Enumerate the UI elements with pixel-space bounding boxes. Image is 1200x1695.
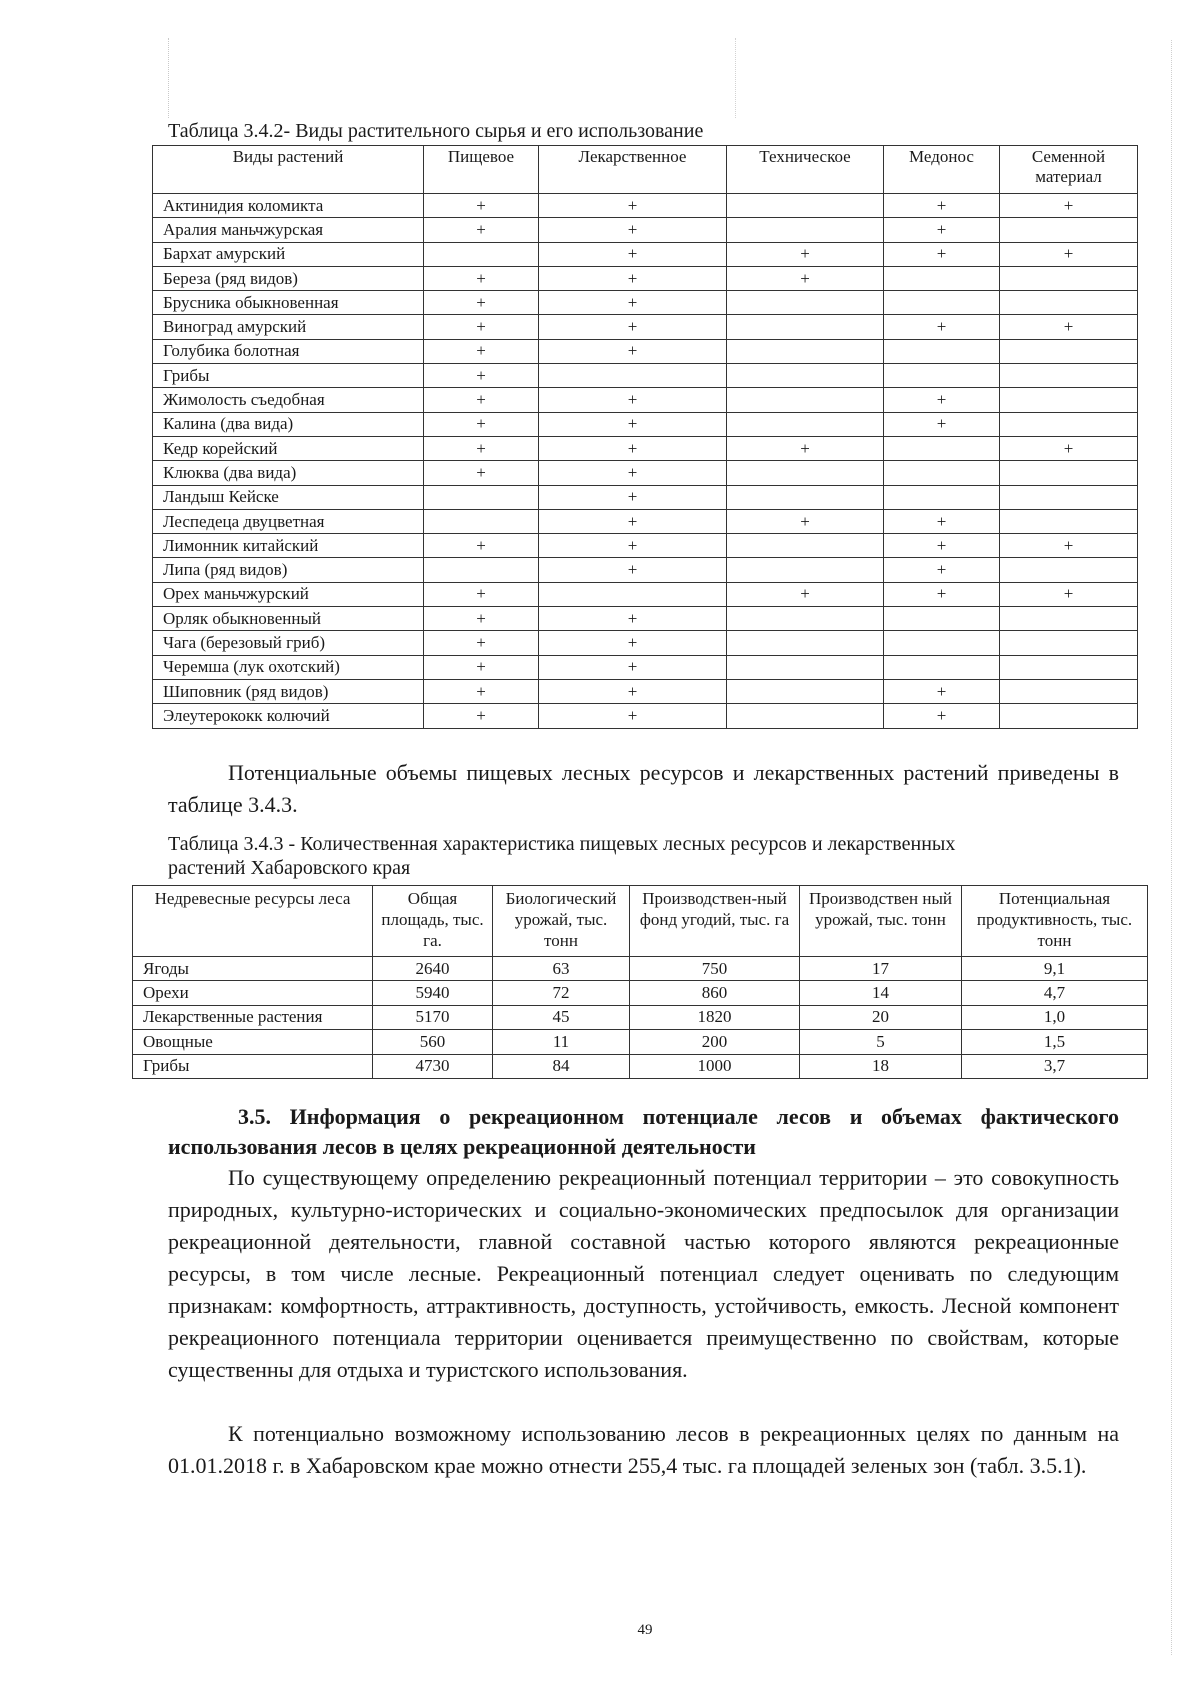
- table-row: [153, 412, 1138, 436]
- table-cell: +: [539, 218, 727, 242]
- table-cell: +: [424, 655, 539, 679]
- table-cell: +: [424, 315, 539, 339]
- table-cell: +: [539, 607, 727, 631]
- page-edge-line: [1171, 40, 1172, 1655]
- table-cell: +: [1000, 315, 1138, 339]
- row-label: Орляк обыкновенный: [153, 607, 424, 631]
- table-row: [153, 631, 1138, 655]
- header-cell: Производствен-ный фонд угодий, тыс. га: [630, 886, 800, 957]
- table-cell: 11: [493, 1030, 630, 1054]
- table-cell: 560: [373, 1030, 493, 1054]
- table-cell: [1000, 266, 1138, 290]
- table-cell: 860: [630, 981, 800, 1005]
- table2-caption-line: Таблица 3.4.3 - Количественная характеристика пищевых лесных ресурсов и лекарственных: [168, 833, 956, 855]
- table-row: [153, 339, 1138, 363]
- table-cell: +: [424, 582, 539, 606]
- table-cell: 1000: [630, 1054, 800, 1078]
- table2-caption-line: растений Хабаровского края: [168, 857, 411, 879]
- row-label: Жимолость съедобная: [153, 388, 424, 412]
- row-label: Аралия маньчжурская: [153, 218, 424, 242]
- table-cell: 200: [630, 1030, 800, 1054]
- table-row: [153, 218, 1138, 242]
- row-label: Черемша (лук охотский): [153, 655, 424, 679]
- table-row: [153, 364, 1138, 388]
- table-cell: +: [539, 655, 727, 679]
- table-cell: +: [424, 631, 539, 655]
- table-cell: +: [539, 266, 727, 290]
- row-label: Орех маньчжурский: [153, 582, 424, 606]
- table-cell: 1,5: [962, 1030, 1148, 1054]
- table-cell: [727, 485, 884, 509]
- table-cell: +: [727, 266, 884, 290]
- table-cell: [727, 412, 884, 436]
- row-label: Шиповник (ряд видов): [153, 679, 424, 703]
- table-cell: +: [424, 704, 539, 728]
- table-cell: +: [539, 194, 727, 218]
- table-cell: [539, 582, 727, 606]
- table-cell: 20: [800, 1005, 962, 1029]
- table-cell: +: [539, 242, 727, 266]
- row-label: Калина (два вида): [153, 412, 424, 436]
- table-cell: +: [884, 509, 1000, 533]
- table-row: [133, 981, 1148, 1005]
- table-row: [153, 558, 1138, 582]
- scan-margin-marks: [735, 38, 746, 118]
- table-row: [153, 194, 1138, 218]
- table-cell: [424, 242, 539, 266]
- table-cell: +: [884, 194, 1000, 218]
- table-cell: +: [424, 339, 539, 363]
- row-label: Овощные: [133, 1030, 373, 1054]
- row-label: Чага (березовый гриб): [153, 631, 424, 655]
- table-cell: [884, 485, 1000, 509]
- table-cell: 18: [800, 1054, 962, 1078]
- table-cell: [424, 558, 539, 582]
- row-label: Бархат амурский: [153, 242, 424, 266]
- table-cell: [424, 485, 539, 509]
- table-cell: 2640: [373, 957, 493, 981]
- row-label: Липа (ряд видов): [153, 558, 424, 582]
- table-cell: +: [884, 412, 1000, 436]
- table-header-row: [133, 886, 1148, 957]
- table-row: [133, 957, 1148, 981]
- table-cell: +: [539, 339, 727, 363]
- table-cell: [1000, 412, 1138, 436]
- table-cell: +: [884, 704, 1000, 728]
- table-cell: [727, 679, 884, 703]
- table-cell: +: [424, 436, 539, 460]
- table-cell: [1000, 461, 1138, 485]
- table-cell: +: [424, 364, 539, 388]
- table-body: [153, 194, 1138, 729]
- row-label: Ландыш Кейске: [153, 485, 424, 509]
- scan-margin-marks: [168, 38, 179, 118]
- table-cell: [727, 558, 884, 582]
- table-cell: +: [884, 534, 1000, 558]
- table-cell: [884, 461, 1000, 485]
- table-cell: [727, 339, 884, 363]
- table-cell: +: [727, 436, 884, 460]
- row-label: Лимонник китайский: [153, 534, 424, 558]
- table-cell: 4730: [373, 1054, 493, 1078]
- table-cell: +: [539, 291, 727, 315]
- table-cell: [1000, 607, 1138, 631]
- paragraph: К потенциально возможному использованию лесов в рекреационных целях по данным на 01.01.2018 г. в Хабаровском крае можно отнести 255,4 тыс. га площадей зеленых зон (табл. 3.5.1).: [168, 1421, 1119, 1478]
- table-row: [153, 704, 1138, 728]
- table-cell: [884, 631, 1000, 655]
- table-cell: 45: [493, 1005, 630, 1029]
- paragraph: По существующему определению рекреационный потенциал территории – это совокупность природных, культурно-исторических и социально-экономических предпосылок для организации рекреационной деятельности, главной составной частью которого являются рекреационные ресурсы, в том числе лесные. Рекреационный потенциал следует оценивать по следующим признакам: комфортность, аттрактивность, доступность, устойчивость, емкость. Лесной компонент рекреационного потенциала территории оценивается преимущественно по свойствам, которые существенны для отдыха и туристского использования.: [168, 1165, 1119, 1382]
- row-label: Виноград амурский: [153, 315, 424, 339]
- table-cell: +: [424, 266, 539, 290]
- table-cell: 5170: [373, 1005, 493, 1029]
- header-cell: Общая площадь, тыс. га.: [373, 886, 493, 957]
- header-cell: Биологический урожай, тыс. тонн: [493, 886, 630, 957]
- table-cell: 63: [493, 957, 630, 981]
- table-cell: +: [539, 631, 727, 655]
- header-cell: Производствен ный урожай, тыс. тонн: [800, 886, 962, 957]
- table-cell: [539, 364, 727, 388]
- table-cell: +: [424, 412, 539, 436]
- table-cell: +: [424, 194, 539, 218]
- table-cell: [1000, 485, 1138, 509]
- row-label: Кедр корейский: [153, 436, 424, 460]
- table-cell: +: [884, 315, 1000, 339]
- table-cell: [884, 436, 1000, 460]
- table-cell: +: [424, 679, 539, 703]
- table-cell: [727, 388, 884, 412]
- table-cell: 84: [493, 1054, 630, 1078]
- table-cell: +: [424, 291, 539, 315]
- table-cell: +: [1000, 436, 1138, 460]
- table-cell: [884, 266, 1000, 290]
- row-label: Брусника обыкновенная: [153, 291, 424, 315]
- row-label: Ягоды: [133, 957, 373, 981]
- table-row: [153, 534, 1138, 558]
- plant-raw-materials-table: [152, 145, 1138, 729]
- table-cell: [727, 364, 884, 388]
- table-row: [153, 291, 1138, 315]
- table-cell: 3,7: [962, 1054, 1148, 1078]
- header-cell: Лекарственное: [539, 146, 727, 194]
- table-cell: [727, 704, 884, 728]
- table-cell: [1000, 339, 1138, 363]
- table-row: [153, 582, 1138, 606]
- row-label: Грибы: [133, 1054, 373, 1078]
- table-cell: +: [424, 534, 539, 558]
- row-label: Леспедеца двуцветная: [153, 509, 424, 533]
- table-cell: [1000, 364, 1138, 388]
- table-cell: 5: [800, 1030, 962, 1054]
- row-label: Береза (ряд видов): [153, 266, 424, 290]
- section-heading: 3.5. Информация о рекреационном потенциале лесов и объемах фактического использования лесов в целях рекреационной деятельности: [168, 1104, 1119, 1159]
- table-cell: +: [539, 704, 727, 728]
- paragraph: Потенциальные объемы пищевых лесных ресурсов и лекарственных растений приведены в таблице 3.4.3.: [168, 760, 1119, 817]
- table-row: [153, 436, 1138, 460]
- table-cell: +: [727, 242, 884, 266]
- table-cell: +: [539, 315, 727, 339]
- table-cell: [727, 534, 884, 558]
- row-label: Элеутерококк колючий: [153, 704, 424, 728]
- table-cell: [1000, 679, 1138, 703]
- table-cell: [727, 291, 884, 315]
- header-cell: Недревесные ресурсы леса: [133, 886, 373, 957]
- table-row: [153, 607, 1138, 631]
- table-cell: +: [884, 679, 1000, 703]
- table-cell: +: [727, 582, 884, 606]
- table-cell: +: [424, 388, 539, 412]
- table-body: [133, 957, 1148, 1079]
- table-cell: [1000, 509, 1138, 533]
- table-cell: 1,0: [962, 1005, 1148, 1029]
- table-cell: +: [539, 412, 727, 436]
- table-cell: 5940: [373, 981, 493, 1005]
- table-cell: +: [539, 461, 727, 485]
- table-row: [153, 266, 1138, 290]
- table-cell: [1000, 704, 1138, 728]
- table-cell: [727, 655, 884, 679]
- table-cell: [1000, 558, 1138, 582]
- table1-caption: Таблица 3.4.2- Виды растительного сырья и его использование: [168, 120, 704, 142]
- table-cell: [884, 291, 1000, 315]
- table-row: [153, 509, 1138, 533]
- table-cell: [1000, 631, 1138, 655]
- table-cell: +: [539, 436, 727, 460]
- table-cell: +: [727, 509, 884, 533]
- table-cell: [1000, 655, 1138, 679]
- table-cell: +: [539, 679, 727, 703]
- row-label: Лекарственные растения: [133, 1005, 373, 1029]
- header-cell: Медонос: [884, 146, 1000, 194]
- table-cell: [884, 339, 1000, 363]
- table-cell: +: [424, 461, 539, 485]
- row-label: Актинидия коломикта: [153, 194, 424, 218]
- table-cell: +: [1000, 194, 1138, 218]
- table-cell: +: [884, 582, 1000, 606]
- table-cell: 750: [630, 957, 800, 981]
- table-cell: +: [539, 388, 727, 412]
- table-cell: 4,7: [962, 981, 1148, 1005]
- table-cell: 1820: [630, 1005, 800, 1029]
- header-cell: Виды растений: [153, 146, 424, 194]
- row-label: Грибы: [153, 364, 424, 388]
- table-cell: 72: [493, 981, 630, 1005]
- table-cell: [884, 364, 1000, 388]
- table-header-row: [153, 146, 1138, 194]
- table-cell: +: [884, 388, 1000, 412]
- table-cell: [727, 607, 884, 631]
- row-label: Клюква (два вида): [153, 461, 424, 485]
- page-number: 49: [637, 1622, 653, 1638]
- table-row: [153, 242, 1138, 266]
- table-cell: +: [1000, 242, 1138, 266]
- table-cell: +: [539, 509, 727, 533]
- table-cell: +: [539, 534, 727, 558]
- table-cell: +: [424, 607, 539, 631]
- header-cell: Семенной материал: [1000, 146, 1138, 194]
- table-cell: +: [539, 558, 727, 582]
- table-cell: [727, 461, 884, 485]
- table-row: [153, 655, 1138, 679]
- table-cell: [727, 315, 884, 339]
- table-row: [153, 461, 1138, 485]
- row-label: Голубика болотная: [153, 339, 424, 363]
- table-cell: [1000, 218, 1138, 242]
- table-cell: 14: [800, 981, 962, 1005]
- table-cell: +: [884, 218, 1000, 242]
- table-cell: [727, 631, 884, 655]
- table-cell: [884, 655, 1000, 679]
- table-row: [153, 388, 1138, 412]
- table-row: [133, 1030, 1148, 1054]
- table-cell: [1000, 291, 1138, 315]
- table-row: [153, 485, 1138, 509]
- header-cell: Потенциальная продуктивность, тыс. тонн: [962, 886, 1148, 957]
- forest-resources-table: [132, 885, 1148, 1079]
- table-cell: +: [884, 242, 1000, 266]
- header-cell: Техническое: [727, 146, 884, 194]
- table-cell: [1000, 388, 1138, 412]
- table-cell: [727, 218, 884, 242]
- table-cell: +: [539, 485, 727, 509]
- row-label: Орехи: [133, 981, 373, 1005]
- header-cell: Пищевое: [424, 146, 539, 194]
- table-cell: 9,1: [962, 957, 1148, 981]
- table-cell: +: [1000, 582, 1138, 606]
- table-row: [133, 1054, 1148, 1078]
- table-cell: +: [1000, 534, 1138, 558]
- table-row: [153, 679, 1138, 703]
- table-cell: [727, 194, 884, 218]
- table-cell: +: [424, 218, 539, 242]
- table-cell: [424, 509, 539, 533]
- table-row: [153, 315, 1138, 339]
- table-row: [133, 1005, 1148, 1029]
- table-cell: 17: [800, 957, 962, 981]
- table-cell: [884, 607, 1000, 631]
- table-cell: +: [884, 558, 1000, 582]
